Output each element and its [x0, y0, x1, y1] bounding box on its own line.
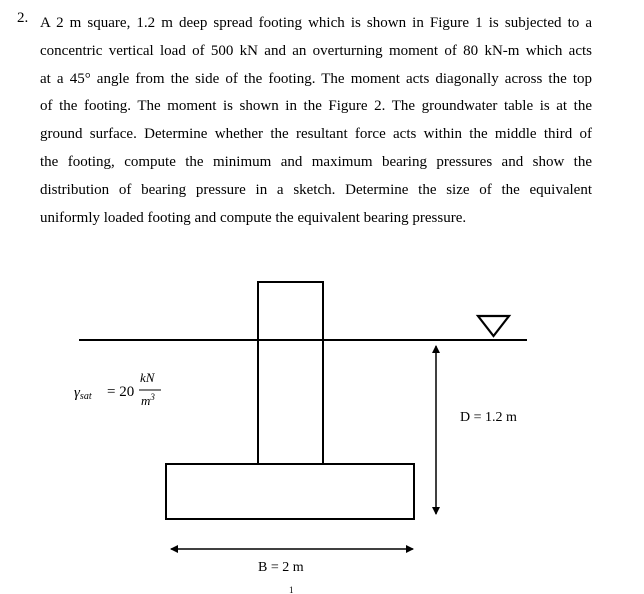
unit-weight-label — [74, 385, 92, 402]
width-label: B = 2 m — [258, 560, 304, 575]
problem-line-7: distribution of bearing pressure in a sketch. Determine the size of the equivalent — [40, 181, 592, 198]
depth-label: D = 1.2 m — [460, 410, 517, 425]
gamma-symbol: γ — [74, 385, 80, 401]
problem-line-2: concentric vertical load of 500 kN and an overturning moment of 80 kN-m which acts — [40, 42, 592, 59]
unit-weight-value: = 20 — [107, 384, 135, 400]
unit-numerator: kN — [140, 370, 155, 385]
unit-denominator — [141, 392, 155, 408]
footing-column — [258, 282, 323, 464]
unit-exponent: 3 — [150, 392, 155, 402]
page-number: 1 — [289, 585, 294, 594]
problem-line-5: ground surface. Determine whether the resultant force acts within the middle third of — [40, 126, 592, 143]
water-table-icon — [478, 316, 509, 336]
problem-line-4: of the footing. The moment is shown in the Figure 2. The groundwater table is at the — [40, 98, 592, 115]
gamma-subscript: sat — [79, 391, 92, 402]
footing-base — [166, 464, 414, 519]
problem-line-1: A 2 m square, 1.2 m deep spread footing which is shown in Figure 1 is subjected to a — [40, 15, 592, 31]
problem-line-3: at a 45° angle from the side of the footing. The moment acts diagonally across the top — [40, 70, 592, 87]
unit-denominator-base: m — [141, 393, 151, 408]
problem-line-8: uniformly loaded footing and compute the equivalent bearing pressure. — [40, 209, 467, 226]
problem-number: 2. — [17, 10, 29, 26]
problem-line-6: the footing, compute the minimum and maximum bearing pressures and show the — [40, 153, 592, 170]
